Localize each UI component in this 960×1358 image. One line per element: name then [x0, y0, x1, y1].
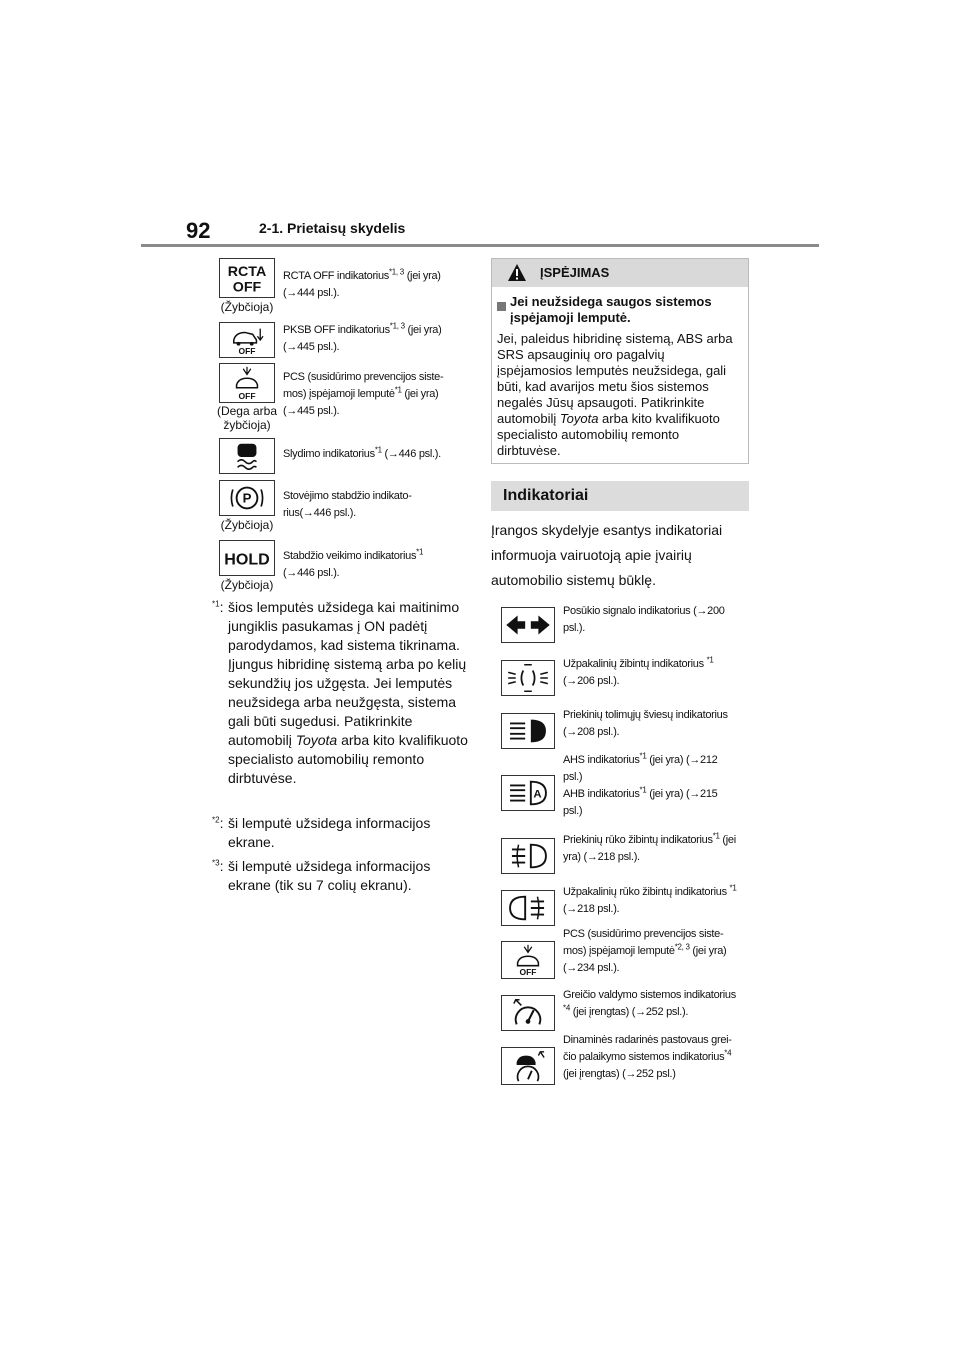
desc-rear-fog: Užpakalinių rūko žibintų indikatorius $^{*1}$ (→218 psl.). — [563, 883, 737, 915]
off-text: OFF — [238, 346, 256, 357]
hold-icon — [219, 540, 275, 576]
indicators-title: Indikatoriai — [503, 487, 589, 504]
desc-rcta: RCTA OFF indikatorius$^{*1, 3}$ (jei yra) (→444 psl.). — [283, 267, 441, 299]
slip-indicator-icon — [219, 438, 275, 474]
desc-parking: Stovėjimo stabdžio indikato- rius(→446 psl.). — [283, 490, 412, 519]
indicators-intro: Įrangos skydelyje esantys indikatoriai informuoja vairuotoją apie įvairių automobilio sistemų būklę. — [491, 522, 723, 588]
parking-brake-icon — [219, 480, 275, 516]
warning-bullet — [497, 302, 506, 311]
header-rule — [141, 244, 819, 247]
off-text: OFF — [238, 391, 256, 402]
svg-text:OFF: OFF — [519, 967, 537, 978]
pcs-warning-icon — [501, 941, 555, 979]
warning-title: ĮSPĖJIMAS — [540, 265, 610, 280]
warning-triangle-icon — [507, 263, 527, 282]
desc-pcs: PCS (susidūrimo prevencijos siste- mos) įspėjamoji lemputė$^{*1}$ (jei yra) (→445 psl.). — [283, 371, 444, 417]
front-fog-icon — [501, 838, 555, 874]
turn-signal-icon — [501, 607, 555, 643]
footnote-2: $^{*2}$: ši lemputė užsidega informacijos ekrane. — [212, 815, 431, 850]
caption-pcs: (Dega arba žybčioja) — [216, 404, 278, 432]
section-title: 2-1. Prietaisų skydelis — [259, 220, 406, 236]
desc-radar-cruise: Dinaminės radarinės pastovaus grei- čio palaikymo sistemos indikatorius$^{*4}$ (jei įrengtas) (→252 psl.) — [563, 1034, 732, 1080]
desc-pcs-warning: PCS (susidūrimo prevencijos siste- mos) įspėjamoji lemputė$^{*2, 3}$ (jei yra) (→234 psl.). — [563, 928, 727, 974]
off-text: OFF — [232, 279, 262, 296]
svg-text:A: A — [533, 788, 542, 801]
footnote-3: $^{*3}$: ši lemputė užsidega informacijos ekrane (tik su 7 colių ekranu). — [212, 858, 431, 893]
caption-hold: (Žybčioja) — [220, 578, 274, 592]
pksb-off-icon — [219, 322, 275, 358]
warning-box — [491, 258, 749, 464]
desc-high-beam: Priekinių tolimųjų šviesų indikatorius (→208 psl.). — [563, 709, 728, 738]
caption-rcta: (Žybčioja) — [220, 300, 274, 314]
page-number: 92 — [186, 218, 211, 243]
warning-header — [492, 259, 748, 287]
desc-front-fog: Priekinių rūko žibintų indikatorius$^{*1}$ (jei yra) (→218 psl.). — [563, 831, 736, 863]
desc-tail-light: Užpakalinių žibintų indikatorius $^{*1}$ (→206 psl.). — [563, 655, 714, 687]
indicators-header — [491, 481, 749, 511]
tail-light-icon — [501, 660, 555, 696]
caption-parking: (Žybčioja) — [220, 518, 274, 532]
auto-high-beam-icon — [501, 775, 555, 811]
radar-cruise-icon — [501, 1047, 555, 1085]
rcta-off-icon — [219, 258, 275, 298]
cruise-control-icon — [501, 995, 555, 1031]
hold-text: HOLD — [224, 550, 270, 569]
pcs-off-icon — [219, 363, 275, 403]
desc-pksb: PKSB OFF indikatorius$^{*1, 3}$ (jei yra) (→445 psl.). — [283, 321, 442, 353]
warning-body: Jei, paleidus hibridinę sistemą, ABS arba SRS apsauginių oro pagalvių įspėjamosios lemputės neužsidega, gali būti, kad avarijos metu šios sistemos negalės Jūsų apsaugoti. Patikrinkite automobilį Toyota arba kito kvalifikuoto specialisto automobilių remonto dirbtuvėse. — [497, 331, 733, 458]
desc-auto-high-beam: AHS indikatorius$^{*1}$ (jei yra) (→212 psl.) AHB indikatorius$^{*1}$ (jei yra) (→215 psl.) — [563, 751, 718, 817]
desc-cruise-control: Greičio valdymo sistemos indikatorius $^{*4}$ (jei įrengtas) (→252 psl.). — [563, 989, 736, 1018]
rcta-text: RCTA — [227, 264, 267, 281]
desc-slip: Slydimo indikatorius$^{*1}$ (→446 psl.). — [283, 445, 441, 460]
high-beam-icon — [501, 713, 555, 749]
rear-fog-icon — [501, 890, 555, 926]
desc-hold: Stabdžio veikimo indikatorius$^{*1}$ (→446 psl.). — [283, 547, 424, 579]
desc-turn-signal: Posūkio signalo indikatorius (→200 psl.). — [563, 605, 725, 634]
footnote-1: $^{*1}$: šios lemputės užsidega kai maitinimo jungiklis pasukamas į ON padėtį parodydamos, kad sistema tikrinama. Įjungus hibridinę sistemą arba po kelių sekundžių jos užgęsta. Jei lemputės neužsidega arba neužgęsta, sistema gali būti sugedusi. Patikrinkite automobilį Toyota arba kito kvalifikuoto specialisto automobilių remonto dirbtuvėse. — [212, 599, 468, 786]
warning-subtitle: Jei neužsidega saugos sistemos įspėjamoji lemputė. — [510, 294, 712, 325]
p-text: P — [242, 490, 252, 506]
